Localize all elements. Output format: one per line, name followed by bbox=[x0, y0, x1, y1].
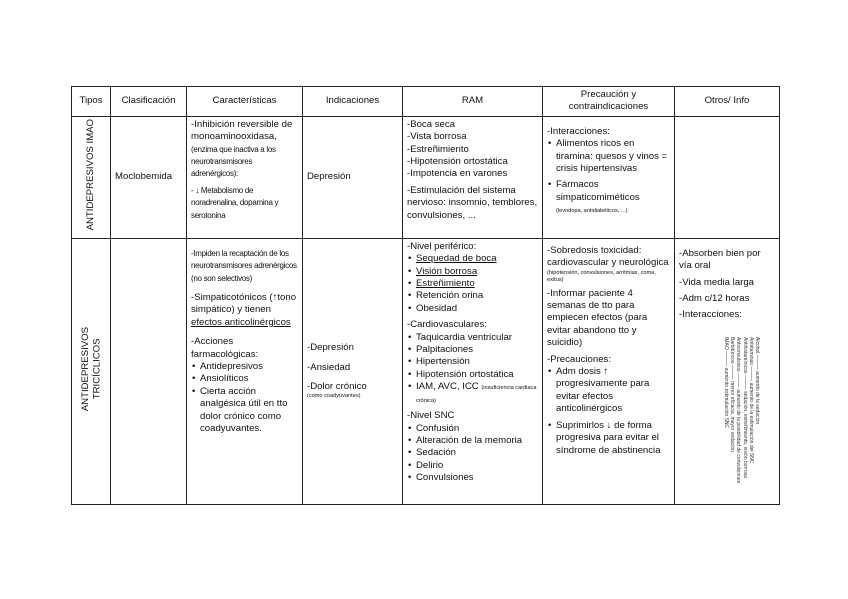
otros-tri-o1: -Absorben bien por vía oral bbox=[679, 247, 761, 272]
ram-tri-snc-item: • Convulsiones bbox=[416, 472, 538, 484]
interacciones-nota-image bbox=[685, 337, 760, 485]
row-triciclicos bbox=[72, 238, 780, 504]
precaucion-triciclicos bbox=[543, 238, 675, 504]
indicaciones-triciclicos bbox=[303, 238, 403, 504]
ram-imao-item: -Hipotensión ortostática bbox=[407, 156, 508, 168]
prec-imao-simpaticomimeticos bbox=[556, 179, 670, 216]
ram-imao-item: -Boca seca bbox=[407, 118, 455, 130]
car-tri-p2b: efectos anticolinérgicos bbox=[191, 316, 291, 328]
prec-tri-p1: -Sobredosis toxicidad: cardiovascular y neurológica bbox=[547, 244, 669, 269]
header-otros: Otros/ Info bbox=[675, 87, 780, 117]
prec-imao-b2-text: Fármacos simpaticomiméticos bbox=[556, 179, 640, 203]
prec-imao-title: -Interacciones: bbox=[547, 125, 610, 137]
nota-line: Anfetaminas ——— aumento de la estimulación del SNC bbox=[747, 337, 754, 464]
ind-imao-depresion: Depresión bbox=[307, 171, 351, 183]
car-imao-p2: - ↓ Metabolismo de noradrenalina, dopamina y serotonina bbox=[191, 185, 279, 220]
ram-triciclicos bbox=[403, 238, 543, 504]
ram-tri-cardio-last-small: (insuficiencia cardiaca crónica) bbox=[416, 385, 537, 404]
ram-tri-cardio-item: • Taquicardia ventricular bbox=[416, 332, 538, 344]
header-precaucion: Precaución y contraindicaciones bbox=[543, 87, 675, 117]
car-tri-bullet: • Cierta acción analgésica útil en tto dolor crónico como coadyuvantes. bbox=[200, 386, 298, 436]
indicaciones-imao bbox=[303, 116, 403, 238]
header-row bbox=[72, 87, 780, 117]
caracteristicas-triciclicos bbox=[187, 238, 303, 504]
car-tri-p2 bbox=[191, 292, 298, 329]
ram-tri-snc-item: • Alteración de la memoria bbox=[416, 435, 538, 447]
car-tri-p2a: -Simpaticotónicos (↑tono simpático) y tienen bbox=[191, 292, 297, 316]
otros-tri-o3: -Adm c/12 horas bbox=[679, 293, 750, 305]
ram-tri-cardio-item: • Hipotensión ortostática bbox=[416, 369, 538, 381]
tipo-imao: ANTIDEPRESIVOS IMAO bbox=[85, 119, 97, 231]
ram-tri-periferico-item: • Obesidad bbox=[416, 303, 538, 315]
nota-line: Anticonvulsivos ——— aumento de la posibilidad de convulsiones bbox=[735, 337, 742, 484]
ram-imao-item: -Estreñimiento bbox=[407, 143, 469, 155]
ram-tri-snc-item: • Confusión bbox=[416, 423, 538, 435]
prec-tri-p3: -Precauciones: bbox=[547, 353, 611, 365]
tipo-triciclicos bbox=[80, 327, 103, 411]
otros-tri-o4: -Interacciones: bbox=[679, 309, 742, 321]
header-clasificacion: Clasificación bbox=[111, 87, 187, 117]
car-tri-bullet: • Antidepresivos bbox=[200, 361, 298, 373]
row-imao bbox=[72, 116, 780, 238]
car-tri-bullet: • Ansiolíticos bbox=[200, 373, 298, 385]
tipo-triciclicos-line2: TRICÍCLICOS bbox=[91, 338, 102, 400]
ram-imao-item: -Impotencia en varones bbox=[407, 168, 508, 180]
clasificacion-triciclicos bbox=[111, 238, 187, 504]
ram-tri-snc-title: -Nivel SNC bbox=[407, 410, 455, 422]
ram-imao-snc: -Estimulación del sistema nervioso: insomnio, temblores, convulsiones, ... bbox=[407, 184, 538, 221]
interacciones-nota-text bbox=[685, 337, 760, 485]
header-ram: RAM bbox=[403, 87, 543, 117]
car-tri-p1: -Impiden la recaptación de los neurotransmisores adrenérgicos (no son selectivos) bbox=[191, 248, 297, 283]
ram-tri-cardio-title: -Cardiovasculares: bbox=[407, 319, 487, 331]
ind-tri-depresion: -Depresión bbox=[307, 342, 354, 354]
header-caracteristicas: Características bbox=[187, 87, 303, 117]
ram-tri-periferico-item: • Estreñimiento bbox=[416, 278, 538, 290]
ram-tri-cardio-item: • Palpitaciones bbox=[416, 344, 538, 356]
ram-imao bbox=[403, 116, 543, 238]
nota-line: Antihistamínicos ——— sedación, estreñimiento, visión borrosa bbox=[741, 337, 748, 478]
car-imao-p1b: (enzima que inactiva a los neurotransmisores adrenérgicos): bbox=[191, 144, 276, 179]
drug-table bbox=[71, 86, 780, 505]
car-imao-p1a: -Inhibición reversible de monoaminooxidasa, bbox=[191, 118, 293, 143]
ind-tri-dolor-small: (como coadyuvantes) bbox=[307, 393, 361, 400]
ram-tri-snc-item: • Sedación bbox=[416, 447, 538, 459]
prec-tri-p2: -Informar paciente 4 semanas de tto para empiecen efectos (para evitar abandono tto y suicidio) bbox=[547, 287, 648, 349]
car-tri-p3: -Acciones farmacológicas: bbox=[191, 336, 259, 360]
prec-imao-tiramina: • Alimentos ricos en tiramina: quesos y vinos = crisis hipertensivas bbox=[556, 138, 670, 175]
clasificacion-moclobemida: Moclobemida bbox=[115, 171, 173, 183]
otros-imao bbox=[675, 116, 780, 238]
precaucion-imao bbox=[543, 116, 675, 238]
prec-tri-b2: • Suprimirlos ↓ de forma progresiva para evitar el síndrome de abstinencia bbox=[556, 420, 670, 457]
prec-tri-b1: • Adm dosis ↑ progresivamente para evitar efectos anticolinérgicos bbox=[556, 366, 670, 416]
prec-imao-b2-small: (levodopa, antidiabéticos, ...) bbox=[556, 208, 628, 215]
clasificacion-imao bbox=[111, 116, 187, 238]
ram-imao-item: -Vista borrosa bbox=[407, 131, 467, 143]
prec-tri-p1-small: (hipotensión, convulsiones, arritmias, coma, exitus) bbox=[547, 269, 656, 283]
header-indicaciones: Indicaciones bbox=[303, 87, 403, 117]
ram-tri-snc-item: • Delirio bbox=[416, 460, 538, 472]
ram-tri-cardio-item: • Hipertensión bbox=[416, 356, 538, 368]
nota-line: IMAO ——— aumento estimulación SNC bbox=[722, 337, 729, 429]
ram-tri-periferico-item: • Visión borrosa bbox=[416, 266, 538, 278]
ram-tri-periferico-item: • Sequedad de boca bbox=[416, 253, 538, 265]
ram-tri-cardio-last bbox=[416, 381, 538, 406]
ram-tri-periferico-item: • Retención orina bbox=[416, 290, 538, 302]
tipo-triciclicos-line1: ANTIDEPRESIVOS bbox=[79, 326, 91, 412]
ind-tri-ansiedad: -Ansiedad bbox=[307, 361, 351, 373]
caracteristicas-imao bbox=[187, 116, 303, 238]
ram-tri-cardio-last-text: IAM, AVC, ICC bbox=[416, 381, 479, 393]
ind-tri-dolor: -Dolor crónico bbox=[307, 381, 367, 393]
tipo-triciclicos-cell bbox=[72, 238, 111, 504]
header-tipos: Tipos bbox=[72, 87, 111, 117]
nota-line: Barbitúricos ——— menor eficacia, mayor sedación bbox=[729, 337, 736, 452]
otros-tri-o2: -Vida media larga bbox=[679, 276, 755, 288]
nota-line: Alcohol ——— aumento de la sedación bbox=[754, 337, 760, 425]
ram-tri-periferico-title: -Nivel periférico: bbox=[407, 240, 477, 252]
tipo-imao-cell bbox=[72, 116, 111, 238]
